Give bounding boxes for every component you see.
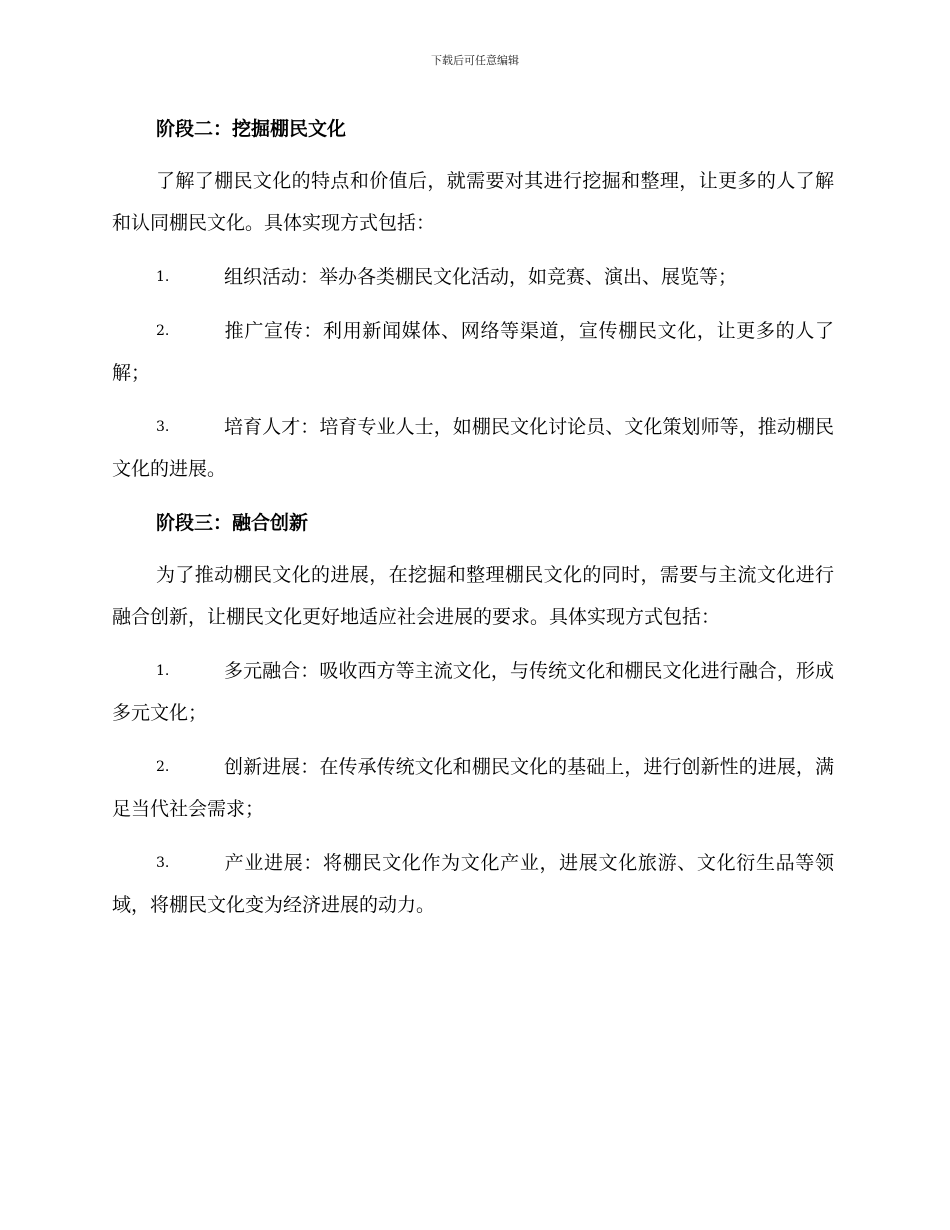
list-item [112, 256, 834, 298]
section-intro-stage-3: 为了推动棚民文化的进展，在挖掘和整理棚民文化的同时，需要与主流文化进行融合创新，让棚民文化更好地适应社会进展的要求。具体实现方式包括： [112, 564, 834, 628]
section-heading-stage-2: 阶段二：挖掘棚民文化 [156, 118, 347, 140]
section-intro-stage-2: 了解了棚民文化的特点和价值后，就需要对其进行挖掘和整理，让更多的人了解和认同棚民文化。具体实现方式包括： [112, 170, 834, 234]
list-item [112, 746, 834, 830]
list-item-text: 培育人才：培育专业人士，如棚民文化讨论员、文化策划师等，推动棚民文化的进展。 [112, 416, 834, 480]
list-item [112, 842, 834, 926]
list-item-number: 3. [156, 855, 170, 871]
list-item-number: 2. [156, 323, 170, 339]
list-item-text: 产业进展：将棚民文化作为文化产业，进展文化旅游、文化衍生品等领域，将棚民文化变为经济进展的动力。 [112, 852, 834, 916]
list-item-number: 1. [156, 269, 170, 285]
list-item [112, 310, 834, 394]
list-item-number: 1. [156, 663, 170, 679]
list-item-text: 多元融合：吸收西方等主流文化，与传统文化和棚民文化进行融合，形成多元文化； [112, 660, 834, 724]
list-item-text: 创新进展：在传承传统文化和棚民文化的基础上，进行创新性的进展，满足当代社会需求； [112, 756, 834, 820]
list-item-number: 2. [156, 759, 170, 775]
list-item-text: 组织活动：举办各类棚民文化活动，如竞赛、演出、展览等； [224, 266, 738, 288]
list-item-text: 推广宣传：利用新闻媒体、网络等渠道，宣传棚民文化，让更多的人了解； [112, 320, 834, 384]
header-note: 下载后可任意编辑 [431, 54, 519, 67]
list-item [112, 650, 834, 734]
list-item [112, 406, 834, 490]
list-item-number: 3. [156, 419, 170, 435]
section-heading-stage-3: 阶段三：融合创新 [156, 512, 309, 534]
document-body [112, 108, 834, 926]
